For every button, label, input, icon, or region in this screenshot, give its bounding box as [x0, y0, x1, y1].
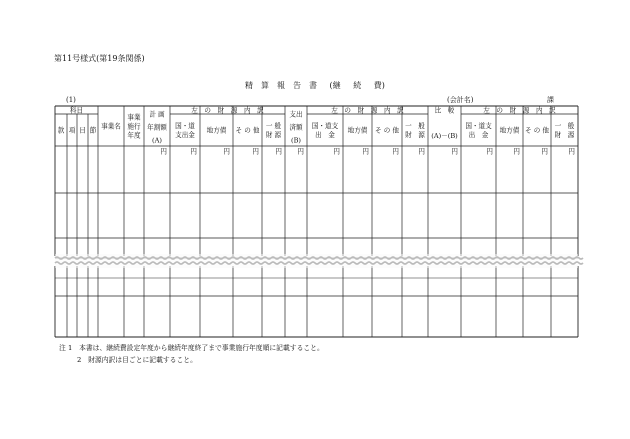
- header-kou: 項: [68, 126, 76, 135]
- header-planned-amount: 年割額: [147, 123, 167, 132]
- unit-yen: 円: [333, 147, 340, 156]
- table-grid: [55, 106, 578, 337]
- header-kamoku: 科目: [69, 106, 84, 115]
- header-expenditure: 支出: [289, 110, 303, 119]
- header-local-bond: 地方債: [206, 126, 227, 135]
- header-comparison: 比 較: [434, 106, 455, 115]
- document-title: 精 算 報 告 書 (継 続 費): [245, 81, 385, 90]
- header-breakdown-planned: 左 の 財 源 内 訳: [191, 106, 264, 115]
- header-kan: 款: [57, 126, 65, 135]
- unit-yen: 円: [486, 147, 493, 156]
- header-national-grant-c: 国・道支: [465, 121, 492, 130]
- header-project-name: 事業名: [101, 122, 121, 131]
- header-national-grant-b: 出 金: [315, 130, 335, 139]
- header-national-grant-c: 出 金: [468, 130, 489, 139]
- unit-yen: 円: [418, 147, 425, 156]
- unit-yen: 円: [190, 147, 197, 156]
- header-breakdown-expenditure: 左 の 財 源 内 訳: [331, 106, 404, 115]
- header-national-grant-b: 国・道支: [311, 121, 339, 130]
- header-national-grant: 国・道: [175, 121, 195, 130]
- header-other-c: そ の 他: [525, 126, 549, 135]
- header-local-bond-b: 地方債: [347, 126, 368, 135]
- form-number-label: 第11号様式(第19条関係): [54, 54, 145, 63]
- header-general-revenue: 一 般: [265, 121, 282, 130]
- header-comparison-formula: (A)－(B): [431, 132, 458, 140]
- unit-yen: 円: [160, 147, 167, 156]
- unit-yen: 円: [362, 147, 369, 156]
- header-general-revenue-b: 財 源: [405, 130, 425, 139]
- unit-yen: 円: [541, 147, 548, 156]
- header-breakdown-comparison: 左 の 財 源 内 訳: [483, 106, 556, 115]
- section-label: 課: [547, 96, 554, 104]
- unit-yen: 円: [568, 147, 575, 156]
- unit-yen: 円: [252, 147, 259, 156]
- break-band: [55, 254, 578, 268]
- header-local-bond-c: 地方債: [499, 126, 520, 135]
- unit-yen: 円: [275, 147, 282, 156]
- note-2: 2 財源内訳は目ごとに記載すること。: [77, 356, 197, 364]
- unit-yen: 円: [392, 147, 399, 156]
- header-national-grant: 支出金: [175, 130, 195, 139]
- unit-yen: 円: [451, 147, 458, 156]
- header-setsu: 節: [89, 126, 97, 135]
- header-general-revenue-c: 一 般: [554, 121, 575, 130]
- header-planned-amount: 計 画: [149, 110, 165, 119]
- unit-yen: 円: [513, 147, 520, 156]
- header-general-revenue-c: 財 源: [554, 130, 575, 139]
- header-other-b: そ の 他: [375, 126, 399, 135]
- header-general-revenue-b: 一 般: [405, 121, 425, 130]
- header-general-revenue: 財 源: [265, 130, 282, 139]
- sheet-number: (1): [66, 96, 76, 104]
- header-expenditure: 済額: [289, 123, 303, 132]
- unit-yen: 円: [297, 147, 304, 156]
- header-project-year: 事業: [127, 113, 141, 122]
- header-expenditure: (B): [291, 136, 301, 145]
- unit-yen: 円: [223, 147, 230, 156]
- accounting-name-label: (会計名): [447, 96, 474, 104]
- table-text: [58, 106, 576, 156]
- table-break: [55, 254, 583, 268]
- header-project-year: 施行: [127, 122, 141, 131]
- header-project-year: 年度: [127, 131, 141, 140]
- header-moku: 目: [79, 126, 86, 135]
- note-1: 注 1 本書は、継続費設定年度から継続年度終了まで事業施行年度順に記載すること。: [59, 344, 324, 352]
- header-planned-amount: (A): [152, 136, 162, 145]
- header-other: そ の 他: [235, 126, 260, 135]
